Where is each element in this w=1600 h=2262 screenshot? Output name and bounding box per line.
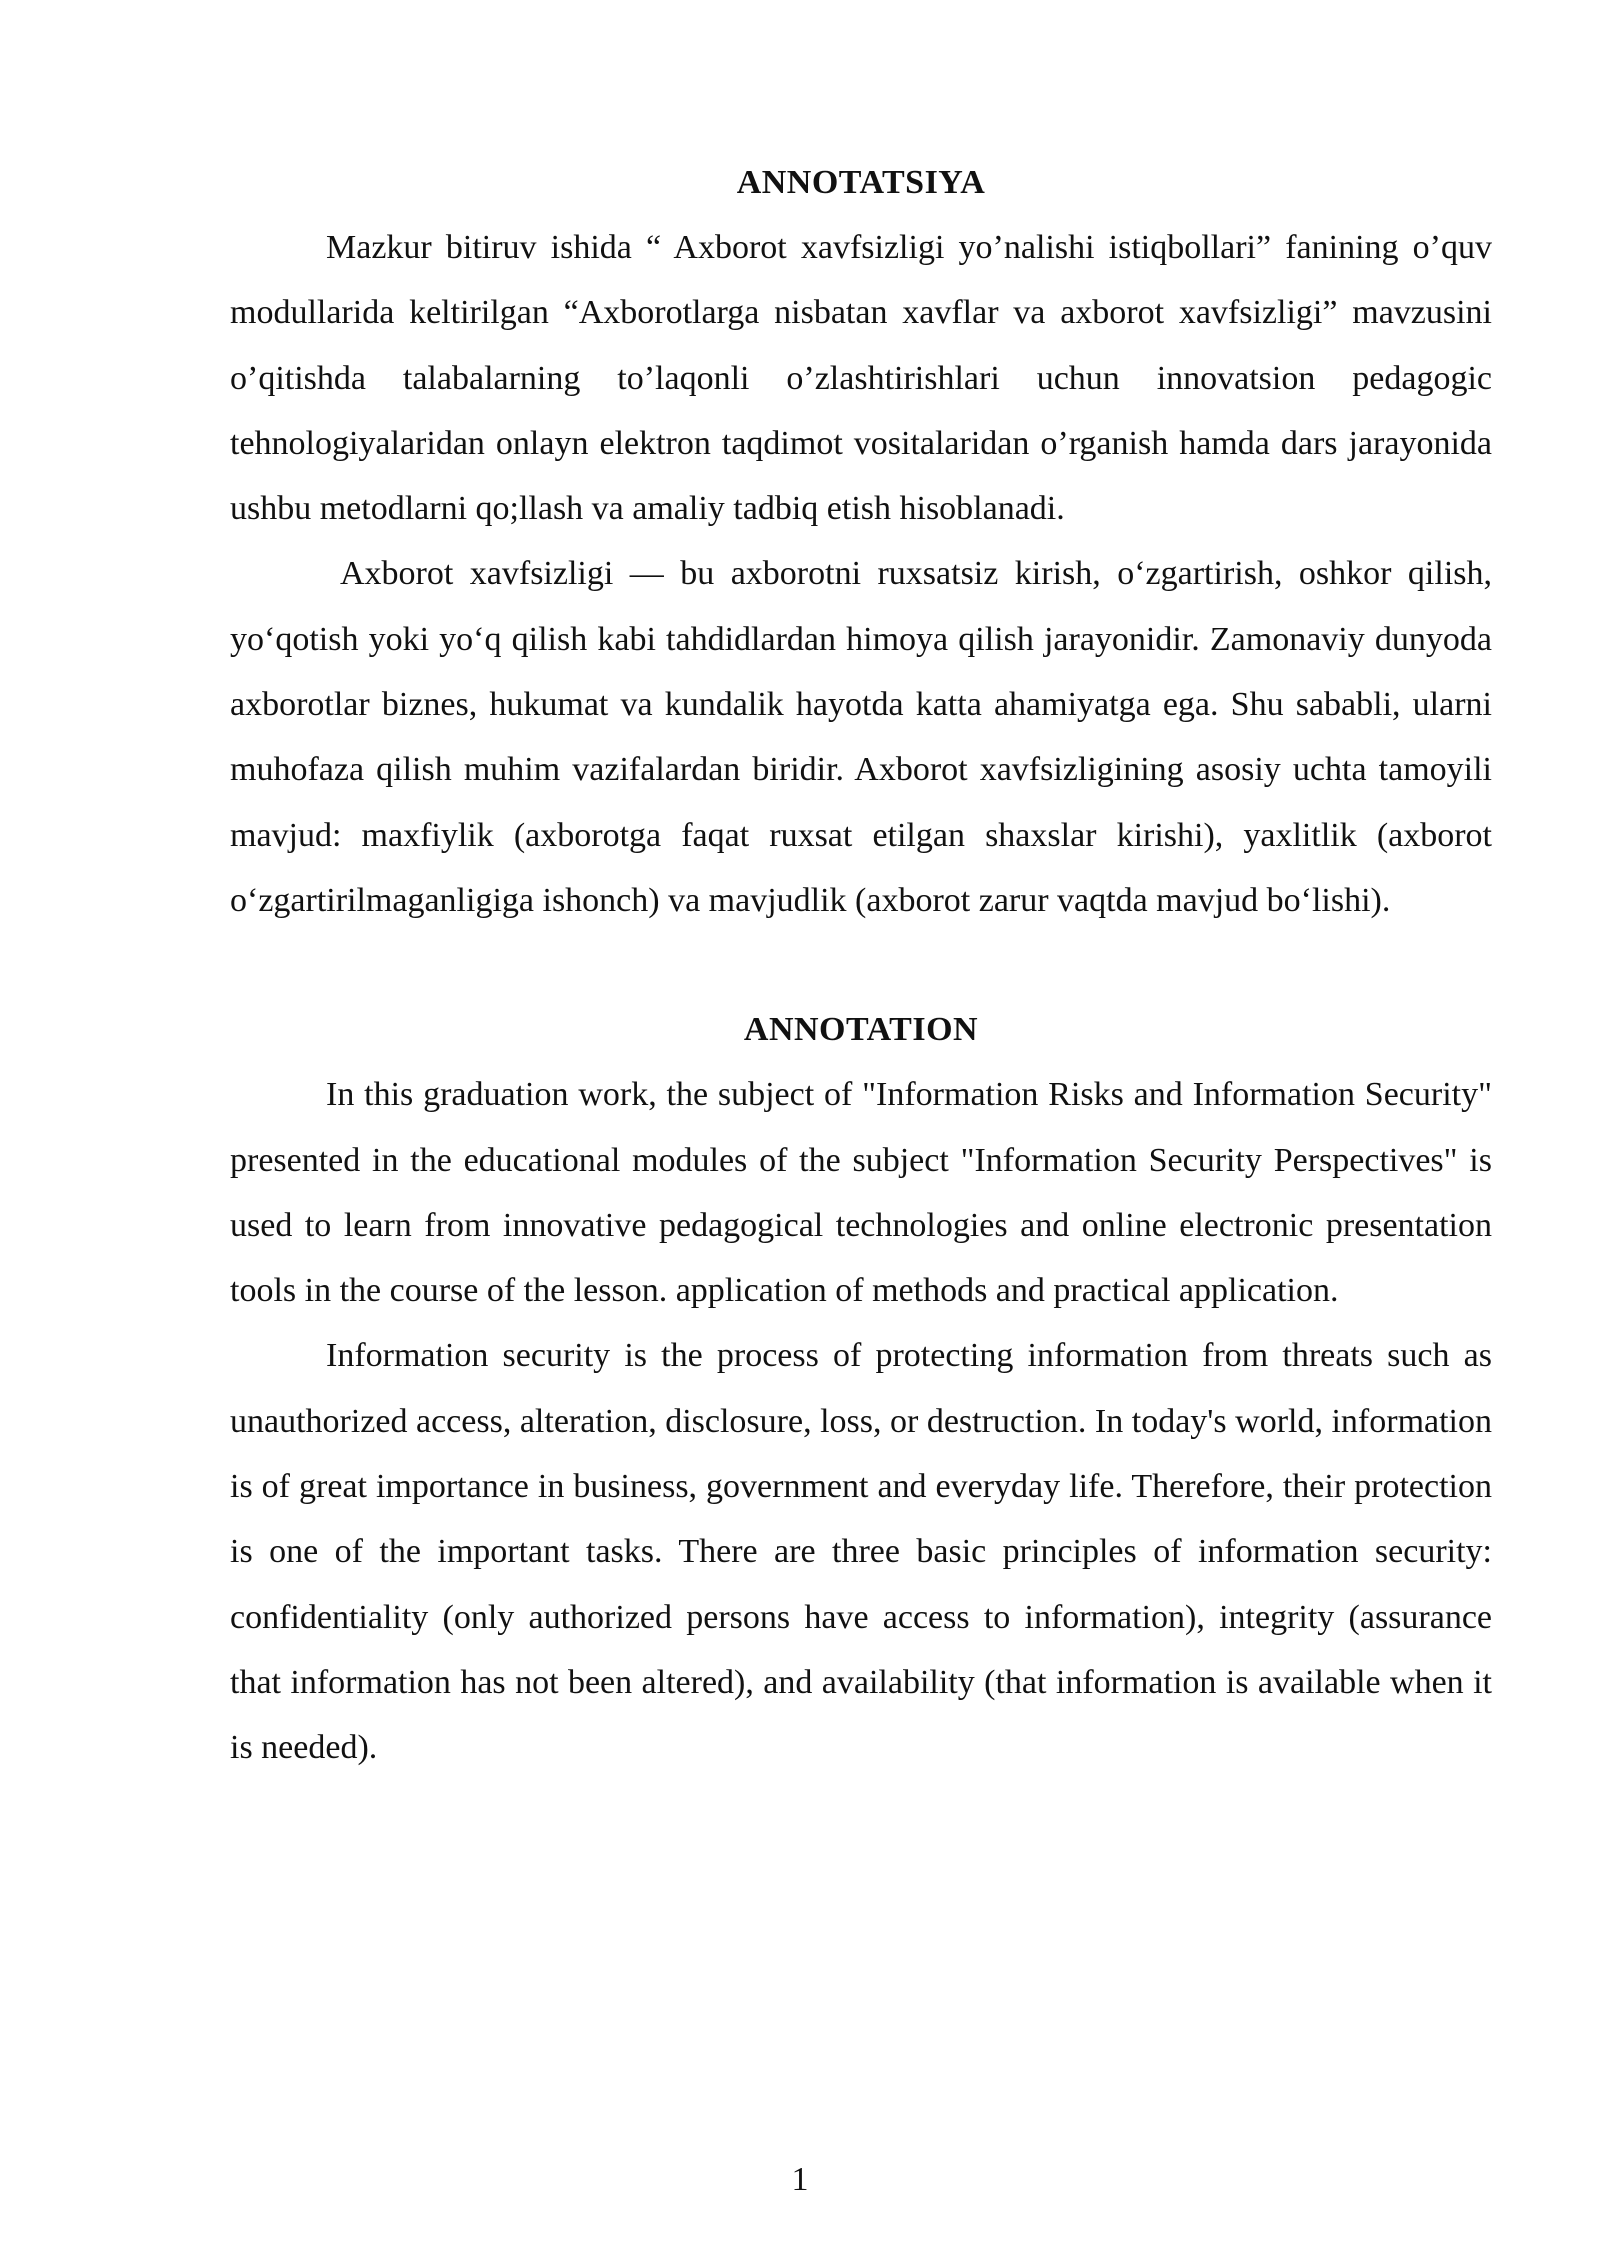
page-number: 1: [791, 2161, 809, 2198]
paragraph-uz-2: Axborot xavfsizligi — bu axborotni ruxsatsiz kirish, oʻzgartirish, oshkor qilish, yoʻqotish yoki yoʻq qilish kabi tahdidlardan himoya qilish jarayonidir. Zamonaviy dunyoda axborotlar biznes, hukumat va kundalik hayotda katta ahamiyatga ega. Shu sababli, ularni muhofaza qilish muhim vazifalardan biridir. Axborot xavfsizligining asosiy uchta tamoyili mavjud: maxfiylik (axborotga faqat ruxsat etilgan shaxslar kirishi), yaxlitlik (axborot oʻzgartirilmaganligiga ishonch) va mavjudlik (axborot zarur vaqtda mavjud boʻlishi).: [230, 555, 1492, 919]
section-divider-space: [230, 933, 1492, 997]
section-heading-uz: ANNOTATSIYA: [736, 164, 986, 201]
page-content: [230, 150, 1492, 1781]
paragraph-uz-1: Mazkur bitiruv ishida “ Axborot xavfsizligi yo’nalishi istiqbollari” fanining o’quv modullarida keltirilgan “Axborotlarga nisbatan xavflar va axborot xavfsizligi” mavzusini o’qitishda talabalarning to’laqonli o’zlashtirishlari uchun innovatsion pedagogic tehnologiyalaridan onlayn elektron taqdimot vositalaridan o’rganish hamda dars jarayonida ushbu metodlarni qo;llash va amaliy tadbiq etish hisoblanadi.: [230, 229, 1492, 528]
paragraph-en-1: In this graduation work, the subject of "Information Risks and Information Security" presented in the educational modules of the subject "Information Security Perspectives" is used to learn from innovative pedagogical technologies and online electronic presentation tools in the course of the lesson. application of methods and practical application.: [230, 1076, 1492, 1310]
paragraph-en-2: Information security is the process of protecting information from threats such as unauthorized access, alteration, disclosure, loss, or destruction. In today's world, information is of great importance in business, government and everyday life. Therefore, their protection is one of the important tasks. There are three basic principles of information security: confidentiality (only authorized persons have access to information), integrity (assurance that information has not been altered), and availability (that information is available when it is needed).: [230, 1337, 1492, 1767]
section-heading-en: ANNOTATION: [743, 1011, 979, 1049]
